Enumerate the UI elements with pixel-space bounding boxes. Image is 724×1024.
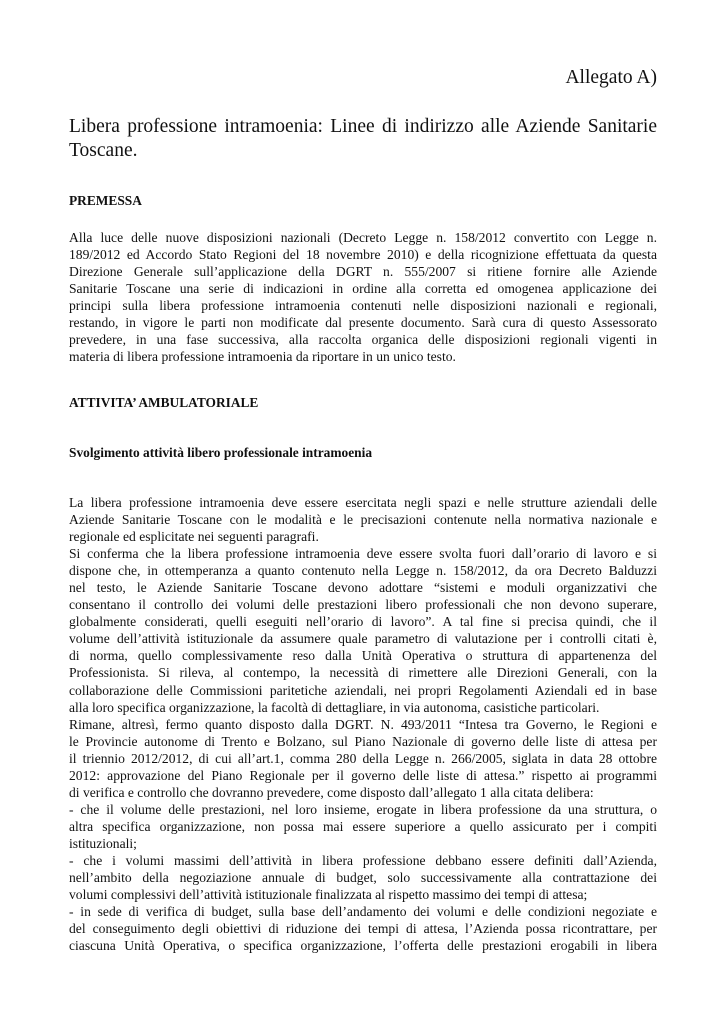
text-line: nel testo, le Aziende Sanitarie Toscane devono adottare “sistemi e moduli organizzativi che [69,580,657,596]
text-line: principi sulla libera professione intramoenia contenuti nelle disposizioni nazionali e regionali, [69,298,657,314]
text-line: dispone che, in ottemperanza a quanto contenuto nella Legge n. 158/2012, da ora Decreto Balduzzi [69,563,657,579]
text-line: alla loro specifica organizzazione, la facoltà di dettagliare, in via autonoma, casistiche particolari. [69,699,600,715]
text-line: Aziende Sanitarie Toscane con le modalità e le precisazioni contenute nella normativa nazionale e [69,512,657,528]
text-line: Si conferma che la libera professione intramoenia deve essere svolta fuori dall’orario di lavoro e si [69,546,657,562]
subsection-heading-svolgimento: Svolgimento attività libero professionale intramoenia [69,445,373,460]
text-line: il triennio 2012/2012, di cui all’art.1, comma 280 della Legge n. 266/2005, siglata in data 28 ottobre [69,750,657,766]
text-line: La libera professione intramoenia deve essere esercitata negli spazi e nelle strutture aziendali delle [69,495,657,510]
annex-label: Allegato A) [565,67,657,88]
text-line: 189/2012 ed Accordo Stato Regioni del 18 novembre 2010) e della ricognizione effettuata da questa [69,247,657,263]
text-line: le Provincie autonome di Trento e Bolzano, sul Piano Nazionale di governo delle liste di attesa per [69,733,657,749]
text-line: Direzione Generale sull’applicazione della DGRT n. 555/2007 si ritiene fornire alle Aziende [69,264,657,280]
document-title: Libera professione intramoenia: Linee di indirizzo alle Aziende Sanitarie Toscane. [69,116,657,161]
text-line: nell’ambito della negoziazione annuale di budget, solo successivamente alla contrattazione dei [69,870,657,886]
text-line: ciascuna Unità Operativa, o specifica organizzazione, l’offerta delle prestazioni erogabili in libera [69,938,657,954]
text-line: di verifica e controllo che dovranno prevedere, come disposto dall’allegato 1 alla citata delibera: [69,784,594,800]
text-line: prevedere, in una fase successiva, alla raccolta organica delle disposizioni regionali vigenti in [69,332,657,348]
text-line: restando, in vigore le parti non modificate dal presente documento. Sarà cura di questo Assessorato [69,315,657,331]
text-line: Alla luce delle nuove disposizioni nazionali (Decreto Legge n. 158/2012 convertito con Legge n. [69,230,657,245]
text-line: regionale ed esplicitate nei seguenti paragrafi. [69,529,319,545]
section-heading-premessa: PREMESSA [69,193,142,208]
text-line: - che il volume delle prestazioni, nel loro insieme, erogate in libera professione da una struttura, o [69,801,657,817]
text-line: volume dell’attività istituzionale da assumere quale parametro di valutazione per i controlli citati è, [69,631,657,647]
text-line: altra specifica organizzazione, non possa mai essere superiore a quello assicurato per i compiti [69,818,657,834]
text-line: globalmente considerati, quelli eseguiti nell’orario di lavoro”. A tal fine si precisa quindi, che il [69,614,657,630]
text-line: Sanitarie Toscane una serie di indicazioni in ordine alla corretta ed omogenea applicazione dei [69,281,657,297]
body-paragraphs [69,494,657,954]
text-line: di norma, quello complessivamente reso dalla Unità Operativa o struttura di appartenenza del [69,648,657,664]
text-line: collaborazione delle Commissioni paritetiche aziendali, nei propri Regolamenti Aziendali ed in base [69,682,657,698]
text-line: istituzionali; [69,835,137,851]
text-line: Professionista. Si rileva, al contempo, la necessità di rimettere alle Direzioni Generali, con la [69,665,657,681]
text-line: materia di libera professione intramoenia da riportare in un unico testo. [69,349,456,365]
text-line: volumi complessivi dell’attività istituzionale finalizzata al rispetto massimo dei tempi di attesa; [69,887,588,903]
text-line: consentano il controllo dei volumi delle prestazioni libero professionali che non devono superare, [69,597,657,613]
section-heading-attivita-ambulatoriale: ATTIVITA’ AMBULATORIALE [69,395,259,410]
premessa-paragraph [69,229,657,365]
text-line: - che i volumi massimi dell’attività in libera professione debbano essere definiti dall’Azienda, [69,852,657,868]
text-line: - in sede di verifica di budget, sulla base dell’andamento dei volumi e delle condizioni negoziate e [69,904,657,920]
text-line: del conseguimento degli obiettivi di riduzione dei tempi di attesa, l’Azienda possa ricontrattare, per [69,921,657,937]
text-line: Rimane, altresì, fermo quanto disposto dalla DGRT. N. 493/2011 “Intesa tra Governo, le Regioni e [69,716,657,732]
text-line: 2012: approvazione del Piano Regionale per il governo delle liste di attesa.” rispetto ai programmi [69,767,657,783]
